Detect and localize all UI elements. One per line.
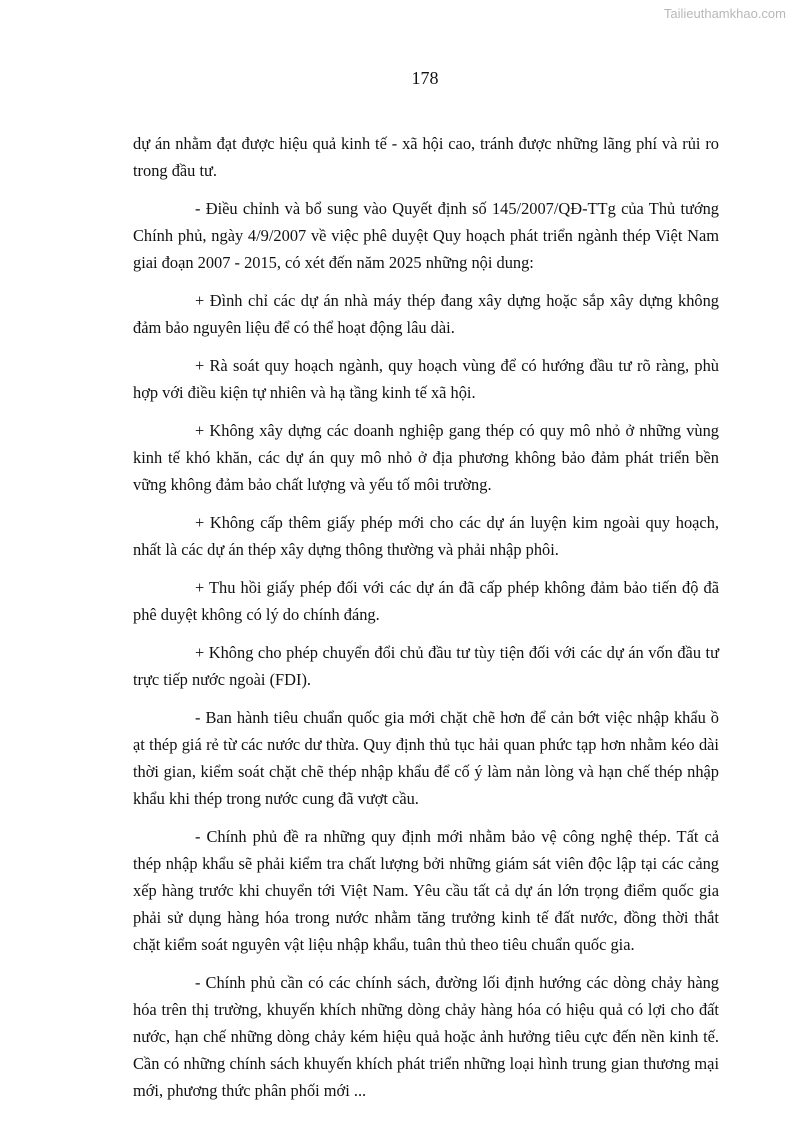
- paragraph: - Điều chỉnh và bổ sung vào Quyết định số 145/2007/QĐ-TTg của Thủ tướng Chính phủ, ngày 4/9/2007 về việc phê duyệt Quy hoạch phát triển ngành thép Việt Nam giai đoạn 2007 - 2015, có xét đến năm 2025 những nội dung:: [133, 199, 719, 272]
- paragraph: + Không xây dựng các doanh nghiệp gang thép có quy mô nhỏ ở những vùng kinh tế khó khăn, các dự án quy mô nhỏ ở địa phương không bảo đảm phát triển bền vững không đảm bảo chất lượng và yếu tố môi trường.: [133, 421, 719, 494]
- paragraph: + Đình chỉ các dự án nhà máy thép đang xây dựng hoặc sắp xây dựng không đảm bảo nguyên liệu để có thể hoạt động lâu dài.: [133, 291, 719, 337]
- paragraph: - Ban hành tiêu chuẩn quốc gia mới chặt chẽ hơn để cản bớt việc nhập khẩu ồ ạt thép giá rẻ từ các nước dư thừa. Quy định thủ tục hải quan phức tạp hơn nhằm kéo dài thời gian, kiểm soát chặt chẽ thép nhập khẩu để cố ý làm nản lòng và hạn chế thép nhập khẩu khi thép trong nước cung đã vượt cầu.: [133, 708, 719, 808]
- paragraph: + Không cho phép chuyển đổi chủ đầu tư tùy tiện đối với các dự án vốn đầu tư trực tiếp nước ngoài (FDI).: [133, 643, 719, 689]
- paragraph: + Rà soát quy hoạch ngành, quy hoạch vùng để có hướng đầu tư rõ ràng, phù hợp với điều kiện tự nhiên và hạ tầng kinh tế xã hội.: [133, 356, 719, 402]
- paragraph: - Chính phủ cần có các chính sách, đường lối định hướng các dòng chảy hàng hóa trên thị trường, khuyến khích những dòng chảy hàng hóa có hiệu quả có lợi cho đất nước, hạn chế những dòng chảy kém hiệu quả hoặc ảnh hưởng tiêu cực đến nền kinh tế. Cần có những chính sách khuyến khích phát triển những loại hình trung gian thương mại mới, phương thức phân phối mới ...: [133, 973, 719, 1100]
- watermark: Tailieuthamkhao.com: [663, 6, 786, 21]
- paragraph: + Thu hồi giấy phép đối với các dự án đã cấp phép không đảm bảo tiến độ đã phê duyệt không có lý do chính đáng.: [133, 578, 719, 624]
- document-body: [133, 130, 719, 1115]
- paragraph: + Không cấp thêm giấy phép mới cho các dự án luyện kim ngoài quy hoạch, nhất là các dự án thép xây dựng thông thường và phải nhập phôi.: [133, 513, 719, 559]
- page-number: 178: [411, 68, 439, 88]
- paragraph: dự án nhằm đạt được hiệu quả kinh tế - xã hội cao, tránh được những lãng phí và rủi ro trong đầu tư.: [133, 134, 719, 180]
- paragraph: - Chính phủ đề ra những quy định mới nhằm bảo vệ công nghệ thép. Tất cả thép nhập khẩu sẽ phải kiểm tra chất lượng bởi những giám sát viên độc lập tại các cảng xếp hàng trước khi chuyển tới Việt Nam. Yêu cầu tất cả dự án lớn trọng điểm quốc gia phải sử dụng hàng hóa trong nước nhằm tăng trưởng kinh tế đất nước, đồng thời thắt chặt kiểm soát nguyên vật liệu nhập khẩu, tuân thủ theo tiêu chuẩn quốc gia.: [133, 827, 719, 954]
